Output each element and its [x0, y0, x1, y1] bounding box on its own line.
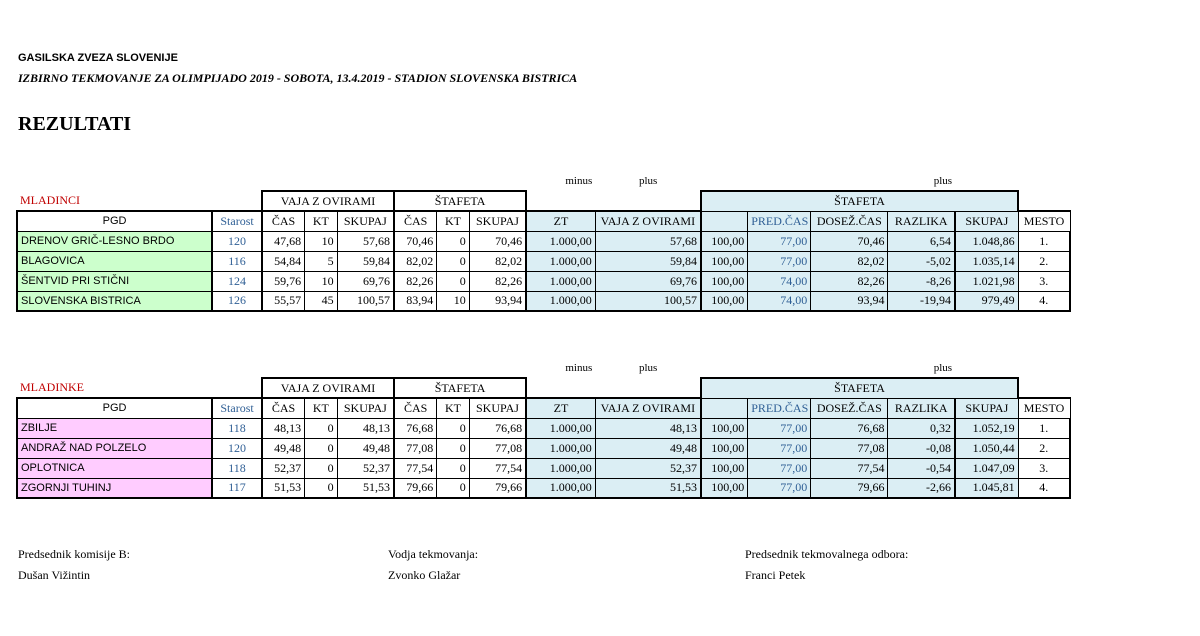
- stafeta-cas-value: 83,94: [394, 291, 437, 311]
- vaja-minus-value: 49,48: [595, 438, 701, 458]
- spacer-cell: [1018, 171, 1070, 191]
- mesto-header: MESTO: [1018, 398, 1070, 418]
- stafeta-cas-value: 77,08: [394, 438, 437, 458]
- stafeta-cas-value: 82,26: [394, 271, 437, 291]
- mesto-value: 2.: [1018, 251, 1070, 271]
- starost-value: 120: [212, 231, 262, 251]
- spacer-cell: [305, 171, 338, 191]
- stafeta-cas-value: 76,68: [394, 418, 437, 438]
- signature-role-3: Predsednik tekmovalnega odbora:: [745, 547, 909, 561]
- results-table-mladinke: [16, 358, 1071, 499]
- kt-header: KT: [437, 398, 470, 418]
- plus-value: 100,00: [701, 291, 748, 311]
- vaja-skupaj-value: 49,48: [337, 438, 394, 458]
- vaja-kt-value: 5: [305, 251, 338, 271]
- stafeta-skupaj-value: 79,66: [469, 478, 526, 498]
- vaja-skupaj-value: 48,13: [337, 418, 394, 438]
- skupaj-total-value: 1.048,86: [955, 231, 1018, 251]
- table-row: [17, 478, 1070, 498]
- stafeta-kt-value: 0: [437, 458, 470, 478]
- skupaj-header: SKUPAJ: [469, 211, 526, 231]
- stafeta-kt-value: 0: [437, 418, 470, 438]
- vaja-minus-value: 52,37: [595, 458, 701, 478]
- stafeta-kt-value: 10: [437, 291, 470, 311]
- razlika-value: -5,02: [888, 251, 955, 271]
- spacer-cell: [394, 358, 437, 378]
- spacer-cell: [701, 358, 748, 378]
- razlika-value: 6,54: [888, 231, 955, 251]
- zt-value: 1.000,00: [526, 458, 595, 478]
- dosez-cas-value: 77,54: [811, 458, 888, 478]
- spacer-cell: [955, 358, 1018, 378]
- vaja-cas-value: 54,84: [262, 251, 305, 271]
- table-row: [17, 291, 1070, 311]
- skupaj-total-value: 979,49: [955, 291, 1018, 311]
- pred-cas-value: 77,00: [748, 251, 811, 271]
- starost-value: 126: [212, 291, 262, 311]
- plus-value: 100,00: [701, 438, 748, 458]
- razlika-header: RAZLIKA: [888, 398, 955, 418]
- zt-value: 1.000,00: [526, 271, 595, 291]
- plus-value: 100,00: [701, 271, 748, 291]
- stafeta-kt-value: 0: [437, 251, 470, 271]
- pred-cas-value: 77,00: [748, 418, 811, 438]
- spacer-cell: [17, 171, 212, 191]
- vaja-kt-value: 0: [305, 438, 338, 458]
- vaja-header: VAJA Z OVIRAMI: [595, 398, 701, 418]
- spacer-cell: [212, 171, 262, 191]
- plus-note: plus: [638, 175, 658, 187]
- spacer-cell: [1018, 378, 1070, 398]
- vaja-minus-value: 100,57: [595, 291, 701, 311]
- vaja-kt-value: 0: [305, 458, 338, 478]
- vaja-cas-value: 47,68: [262, 231, 305, 251]
- spacer-cell: [595, 191, 701, 211]
- table-row: [17, 418, 1070, 438]
- zt-header: ZT: [526, 211, 595, 231]
- skupaj-total-value: 1.045,81: [955, 478, 1018, 498]
- starost-value: 118: [212, 458, 262, 478]
- team-name: DRENOV GRIČ-LESNO BRDO: [17, 231, 212, 251]
- vaja-group-header: VAJA Z OVIRAMI: [262, 378, 394, 398]
- event-title: IZBIRNO TEKMOVANJE ZA OLIMPIJADO 2019 - SOBOTA, 13.4.2019 - STADION SLOVENSKA BISTRICA: [18, 71, 578, 85]
- starost-value: 116: [212, 251, 262, 271]
- dosez-cas-value: 79,66: [811, 478, 888, 498]
- pred-cas-value: 77,00: [748, 478, 811, 498]
- mesto-value: 2.: [1018, 438, 1070, 458]
- pred-cas-value: 77,00: [748, 458, 811, 478]
- results-table-mladinci: [16, 171, 1071, 312]
- razlika-value: -19,94: [888, 291, 955, 311]
- vaja-minus-value: 59,84: [595, 251, 701, 271]
- skupaj-total-value: 1.050,44: [955, 438, 1018, 458]
- table-row: [17, 458, 1070, 478]
- dosez-cas-value: 82,26: [811, 271, 888, 291]
- starost-value: 120: [212, 438, 262, 458]
- vaja-cas-value: 52,37: [262, 458, 305, 478]
- page-title: REZULTATI: [18, 113, 132, 135]
- spacer-cell: [1018, 191, 1070, 211]
- razlika-value: -0,08: [888, 438, 955, 458]
- zt-value: 1.000,00: [526, 291, 595, 311]
- cas-header: ČAS: [394, 398, 437, 418]
- cas-header: ČAS: [262, 398, 305, 418]
- stafeta-cas-value: 82,02: [394, 251, 437, 271]
- spacer-cell: [469, 358, 526, 378]
- vaja-cas-value: 49,48: [262, 438, 305, 458]
- stafeta-group-header: ŠTAFETA: [394, 378, 526, 398]
- pred-cas-value: 74,00: [748, 291, 811, 311]
- stafeta-score-group-header: ŠTAFETA: [701, 191, 1018, 211]
- starost-header: Starost: [212, 398, 262, 418]
- team-name: ANDRAŽ NAD POLZELO: [17, 438, 212, 458]
- kt-header: KT: [305, 211, 338, 231]
- dosez-cas-header: DOSEŽ.ČAS: [811, 398, 888, 418]
- stafeta-cas-value: 79,66: [394, 478, 437, 498]
- stafeta-score-group-header: ŠTAFETA: [701, 378, 1018, 398]
- section-title: MLADINCI: [20, 193, 80, 207]
- table-row: [17, 251, 1070, 271]
- spacer-cell: [17, 358, 212, 378]
- spacer-cell: [469, 171, 526, 191]
- vaja-minus-value: 57,68: [595, 231, 701, 251]
- spacer-cell: [811, 171, 888, 191]
- stafeta-kt-value: 0: [437, 271, 470, 291]
- signature-name-1: Dušan Vižintin: [18, 568, 91, 582]
- table-row: [17, 231, 1070, 251]
- plus-value: 100,00: [701, 251, 748, 271]
- vaja-skupaj-value: 52,37: [337, 458, 394, 478]
- spacer-cell: [526, 378, 595, 398]
- skupaj-total-header: SKUPAJ: [955, 211, 1018, 231]
- skupaj-total-value: 1.035,14: [955, 251, 1018, 271]
- cas-header: ČAS: [394, 211, 437, 231]
- spacer-cell: [305, 358, 338, 378]
- dosez-cas-value: 76,68: [811, 418, 888, 438]
- stafeta-kt-value: 0: [437, 478, 470, 498]
- stafeta-skupaj-value: 82,26: [469, 271, 526, 291]
- signature-name-3: Franci Petek: [745, 568, 806, 582]
- dosez-cas-value: 77,08: [811, 438, 888, 458]
- dosez-cas-value: 93,94: [811, 291, 888, 311]
- zt-header: ZT: [526, 398, 595, 418]
- minus-note: minus: [565, 362, 593, 374]
- stafeta-skupaj-value: 70,46: [469, 231, 526, 251]
- signature-name-2: Zvonko Glažar: [388, 568, 461, 582]
- spacer-cell: [437, 171, 470, 191]
- mesto-value: 1.: [1018, 418, 1070, 438]
- signature-role-2: Vodja tekmovanja:: [388, 547, 479, 561]
- mesto-value: 3.: [1018, 458, 1070, 478]
- mesto-header: MESTO: [1018, 211, 1070, 231]
- skupaj-total-value: 1.047,09: [955, 458, 1018, 478]
- spacer-cell: [212, 358, 262, 378]
- mesto-value: 3.: [1018, 271, 1070, 291]
- vaja-cas-value: 51,53: [262, 478, 305, 498]
- organization-title: GASILSKA ZVEZA SLOVENIJE: [18, 52, 178, 64]
- spacer-cell: [262, 171, 305, 191]
- stafeta-cas-value: 77,54: [394, 458, 437, 478]
- vaja-skupaj-value: 51,53: [337, 478, 394, 498]
- vaja-cas-value: 55,57: [262, 291, 305, 311]
- spacer-cell: [212, 191, 262, 211]
- plus-value: 100,00: [701, 478, 748, 498]
- team-name: SLOVENSKA BISTRICA: [17, 291, 212, 311]
- spacer-cell: [595, 378, 701, 398]
- stafeta-skupaj-value: 77,54: [469, 458, 526, 478]
- starost-value: 118: [212, 418, 262, 438]
- vaja-skupaj-value: 100,57: [337, 291, 394, 311]
- vaja-skupaj-value: 57,68: [337, 231, 394, 251]
- section-title: MLADINKE: [20, 380, 84, 394]
- zt-value: 1.000,00: [526, 418, 595, 438]
- team-name: OPLOTNICA: [17, 458, 212, 478]
- vaja-kt-value: 0: [305, 418, 338, 438]
- skupaj-total-value: 1.052,19: [955, 418, 1018, 438]
- vaja-minus-value: 69,76: [595, 271, 701, 291]
- stafeta-skupaj-value: 77,08: [469, 438, 526, 458]
- pred-cas-value: 77,00: [748, 438, 811, 458]
- mesto-value: 4.: [1018, 291, 1070, 311]
- zt-value: 1.000,00: [526, 478, 595, 498]
- plus-value: 100,00: [701, 231, 748, 251]
- vaja-skupaj-value: 59,84: [337, 251, 394, 271]
- plus-note: plus: [888, 171, 955, 191]
- skupaj-header: SKUPAJ: [469, 398, 526, 418]
- vaja-kt-value: 10: [305, 231, 338, 251]
- stafeta-skupaj-value: 82,02: [469, 251, 526, 271]
- spacer-cell: [701, 171, 748, 191]
- plus-value: 100,00: [701, 418, 748, 438]
- kt-header: KT: [305, 398, 338, 418]
- signature-role-1: Predsednik komisije B:: [18, 547, 130, 561]
- team-name: ZGORNJI TUHINJ: [17, 478, 212, 498]
- team-name: ZBILJE: [17, 418, 212, 438]
- stafeta-skupaj-value: 93,94: [469, 291, 526, 311]
- table-row: [17, 438, 1070, 458]
- pgd-header: PGD: [17, 398, 212, 418]
- spacer-cell: [437, 358, 470, 378]
- cas-header: ČAS: [262, 211, 305, 231]
- razlika-header: RAZLIKA: [888, 211, 955, 231]
- spacer-cell: [212, 378, 262, 398]
- starost-header: Starost: [212, 211, 262, 231]
- vaja-group-header: VAJA Z OVIRAMI: [262, 191, 394, 211]
- plus-note: plus: [638, 362, 658, 374]
- spacer-cell: [526, 191, 595, 211]
- starost-value: 124: [212, 271, 262, 291]
- spacer-cell: [262, 358, 305, 378]
- spacer-cell: [748, 358, 811, 378]
- vaja-header: VAJA Z OVIRAMI: [595, 211, 701, 231]
- dosez-cas-value: 70,46: [811, 231, 888, 251]
- skupaj-total-header: SKUPAJ: [955, 398, 1018, 418]
- minus-note: minus: [565, 175, 593, 187]
- plus-header: [701, 398, 748, 418]
- spacer-cell: [748, 171, 811, 191]
- starost-value: 117: [212, 478, 262, 498]
- pred-cas-header: PRED.ČAS: [748, 211, 811, 231]
- plus-header: [701, 211, 748, 231]
- kt-header: KT: [437, 211, 470, 231]
- stafeta-group-header: ŠTAFETA: [394, 191, 526, 211]
- skupaj-header: SKUPAJ: [337, 211, 394, 231]
- stafeta-kt-value: 0: [437, 231, 470, 251]
- spacer-cell: [1018, 358, 1070, 378]
- razlika-value: -8,26: [888, 271, 955, 291]
- zt-value: 1.000,00: [526, 231, 595, 251]
- stafeta-kt-value: 0: [437, 438, 470, 458]
- vaja-kt-value: 0: [305, 478, 338, 498]
- pgd-header: PGD: [17, 211, 212, 231]
- zt-value: 1.000,00: [526, 438, 595, 458]
- stafeta-cas-value: 70,46: [394, 231, 437, 251]
- pred-cas-header: PRED.ČAS: [748, 398, 811, 418]
- spacer-cell: [337, 171, 394, 191]
- skupaj-header: SKUPAJ: [337, 398, 394, 418]
- dosez-cas-header: DOSEŽ.ČAS: [811, 211, 888, 231]
- skupaj-total-value: 1.021,98: [955, 271, 1018, 291]
- pred-cas-value: 77,00: [748, 231, 811, 251]
- plus-note: plus: [888, 358, 955, 378]
- spacer-cell: [811, 358, 888, 378]
- vaja-cas-value: 59,76: [262, 271, 305, 291]
- vaja-skupaj-value: 69,76: [337, 271, 394, 291]
- pred-cas-value: 74,00: [748, 271, 811, 291]
- vaja-kt-value: 10: [305, 271, 338, 291]
- vaja-cas-value: 48,13: [262, 418, 305, 438]
- vaja-minus-value: 48,13: [595, 418, 701, 438]
- vaja-kt-value: 45: [305, 291, 338, 311]
- mesto-value: 1.: [1018, 231, 1070, 251]
- vaja-minus-value: 51,53: [595, 478, 701, 498]
- stafeta-skupaj-value: 76,68: [469, 418, 526, 438]
- team-name: ŠENTVID PRI STIČNI: [17, 271, 212, 291]
- razlika-value: -0,54: [888, 458, 955, 478]
- team-name: BLAGOVICA: [17, 251, 212, 271]
- razlika-value: -2,66: [888, 478, 955, 498]
- zt-value: 1.000,00: [526, 251, 595, 271]
- mesto-value: 4.: [1018, 478, 1070, 498]
- spacer-cell: [337, 358, 394, 378]
- plus-value: 100,00: [701, 458, 748, 478]
- spacer-cell: [394, 171, 437, 191]
- dosez-cas-value: 82,02: [811, 251, 888, 271]
- spacer-cell: [955, 171, 1018, 191]
- razlika-value: 0,32: [888, 418, 955, 438]
- table-row: [17, 271, 1070, 291]
